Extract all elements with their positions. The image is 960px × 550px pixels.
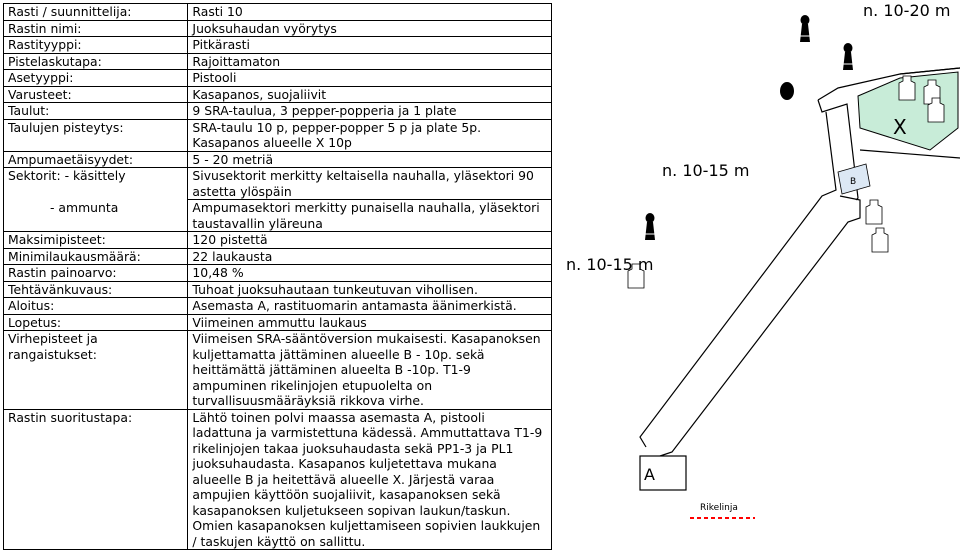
table-row <box>4 37 552 54</box>
row-value: Rasti 10 <box>188 4 552 21</box>
row-label: Maksimipisteet: <box>4 232 188 249</box>
table-row <box>4 151 552 168</box>
row-label: Rastin suoritustapa: <box>4 409 188 550</box>
row-value: Pitkärasti <box>188 37 552 54</box>
row-value: SRA-taulu 10 p, pepper-popper 5 p ja plate 5p. Kasapanos alueelle X 10p <box>188 119 552 151</box>
fault-line-label: Rikelinja <box>700 503 738 513</box>
row-value: 5 - 20 metriä <box>188 151 552 168</box>
row-value: 120 pistettä <box>188 232 552 249</box>
table-row <box>4 248 552 265</box>
row-value: Asemasta A, rastituomarin antamasta äänimerkistä. <box>188 298 552 315</box>
row-label: Sektorit: - käsittely <box>4 168 188 200</box>
distance-label-top: n. 10-20 m <box>863 1 951 20</box>
row-label: Rastityyppi: <box>4 37 188 54</box>
row-value: Sivusektorit merkitty keltaisella nauhalla, yläsektori 90 astetta ylöspäin <box>188 168 552 200</box>
table-row <box>4 314 552 331</box>
table-row <box>4 103 552 120</box>
area-a-label: A <box>644 465 655 484</box>
row-label: Rastin nimi: <box>4 20 188 37</box>
row-label: Minimilaukausmäärä: <box>4 248 188 265</box>
row-value: Viimeisen SRA-sääntöversion mukaisesti. Kasapanoksen kuljettamatta jättäminen alueelle B - 10p. sekä heittämättä jättäminen alueelta B -10p. T1-9 ampuminen rikelinjojen etupuolelta on turvallisuusmääräyksiä rikkova virhe. <box>188 331 552 410</box>
table-row <box>4 70 552 87</box>
row-label: Aloitus: <box>4 298 188 315</box>
row-label: Pistelaskutapa: <box>4 53 188 70</box>
distance-label-mid: n. 10-15 m <box>662 161 750 180</box>
area-b-label: B <box>850 177 857 187</box>
row-value: Ampumasektori merkitty punaisella nauhalla, yläsektori taustavallin yläreuna <box>188 200 552 232</box>
row-label: Taulujen pisteytys: <box>4 119 188 151</box>
area-x-label: X <box>893 115 907 139</box>
table-row <box>4 4 552 21</box>
table-row <box>4 20 552 37</box>
stage-diagram <box>555 0 960 523</box>
row-value: Pistooli <box>188 70 552 87</box>
row-value: Kasapanos, suojaliivit <box>188 86 552 103</box>
table-row <box>4 232 552 249</box>
row-value: Lähtö toinen polvi maassa asemasta A, pistooli ladattuna ja varmistettuna kädessä. Ammuttattava T1-9 rikelinjojen takaa juoksuhaudasta sekä PP1-3 ja PL1 juoksuhaudasta. Kasapanos kuljetettava mukana alueelle B ja heitettävä alueelle X. Järjestä varaa ampujien käyttöön suojaliivit, kasapanoksen sekä kasapanoksen kuljetukseen sopivan laukun/taskun. Omien kasapanoksen kuljettamiseen sopivien laukkujen / taskujen käyttö on sallittu. <box>188 409 552 550</box>
popper-targets <box>645 15 853 240</box>
row-label: Rasti / suunnittelija: <box>4 4 188 21</box>
plate-target <box>780 82 794 100</box>
row-value: Juoksuhaudan vyörytys <box>188 20 552 37</box>
row-label: Virhepisteet ja rangaistukset: <box>4 331 188 410</box>
distance-label-left: n. 10-15 m <box>566 255 654 274</box>
table-row <box>4 86 552 103</box>
row-value: Viimeinen ammuttu laukaus <box>188 314 552 331</box>
row-value: 22 laukausta <box>188 248 552 265</box>
table-row <box>4 409 552 550</box>
row-label: Lopetus: <box>4 314 188 331</box>
stage-info-table <box>3 3 552 550</box>
row-label: - ammunta <box>4 200 188 232</box>
row-label: Taulut: <box>4 103 188 120</box>
table-row <box>4 119 552 151</box>
row-label: Varusteet: <box>4 86 188 103</box>
table-row <box>4 265 552 282</box>
table-row <box>4 53 552 70</box>
table-row <box>4 331 552 410</box>
row-value: 9 SRA-taulua, 3 pepper-popperia ja 1 plate <box>188 103 552 120</box>
table-row <box>4 200 552 232</box>
row-label: Asetyyppi: <box>4 70 188 87</box>
row-value: Rajoittamaton <box>188 53 552 70</box>
row-label: Ampumaetäisyydet: <box>4 151 188 168</box>
table-row <box>4 298 552 315</box>
table-row <box>4 281 552 298</box>
row-label: Tehtävänkuvaus: <box>4 281 188 298</box>
row-value: 10,48 % <box>188 265 552 282</box>
row-label: Rastin painoarvo: <box>4 265 188 282</box>
row-value: Tuhoat juoksuhautaan tunkeutuvan vihollisen. <box>188 281 552 298</box>
table-row <box>4 168 552 200</box>
